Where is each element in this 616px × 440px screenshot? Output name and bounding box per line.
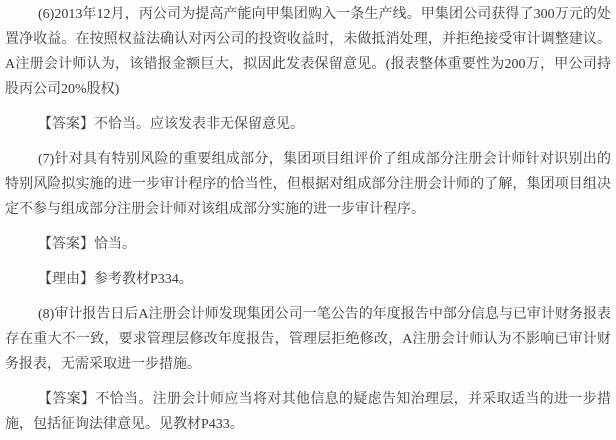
paragraph-answer-6: 【答案】不恰当。应该发表非无保留意见。 <box>38 117 304 132</box>
paragraph-question-item-6: (6)2013年12月，丙公司为提高产能向甲集团购入一条生产线。甲集团公司获得了300万元的处置净收益。在按照权益法确认对丙公司的投资收益时，未做抵消处理，并拒绝接受审计调整建议。A注册会计师认为，该错报金额巨大，拟因此发表保留意见。(报表整体重要性为200万，甲公司持股丙公司20%股权) <box>5 7 611 97</box>
paragraph-reason-7: 【理由】参考教材P334。 <box>38 272 193 287</box>
paragraph-question-item-8: (8)审计报告日后A注册会计师发现集团公司一笔公告的年度报告中部分信息与已审计财务报表存在重大不一致，要求管理层修改年度报告，管理层拒绝修改，A注册会计师认为不影响已审计财务报表，无需采取进一步措施。 <box>5 307 611 372</box>
paragraph-answer-8: 【答案】不恰当。注册会计师应当将对其他信息的疑虑告知治理层，并采取适当的进一步措施，包括征询法律意见。见教材P433。 <box>5 392 611 432</box>
paragraph-question-item-7: (7)针对具有特别风险的重要组成部分，集团项目组评价了组成部分注册会计师针对识别出的特别风险拟实施的进一步审计程序的恰当性，但根据对组成部分注册会计师的了解，集团项目组决定不参与组成部分注册会计师对该组成部分实施的进一步审计程序。 <box>5 152 611 217</box>
paragraph-answer-7: 【答案】恰当。 <box>38 237 136 252</box>
